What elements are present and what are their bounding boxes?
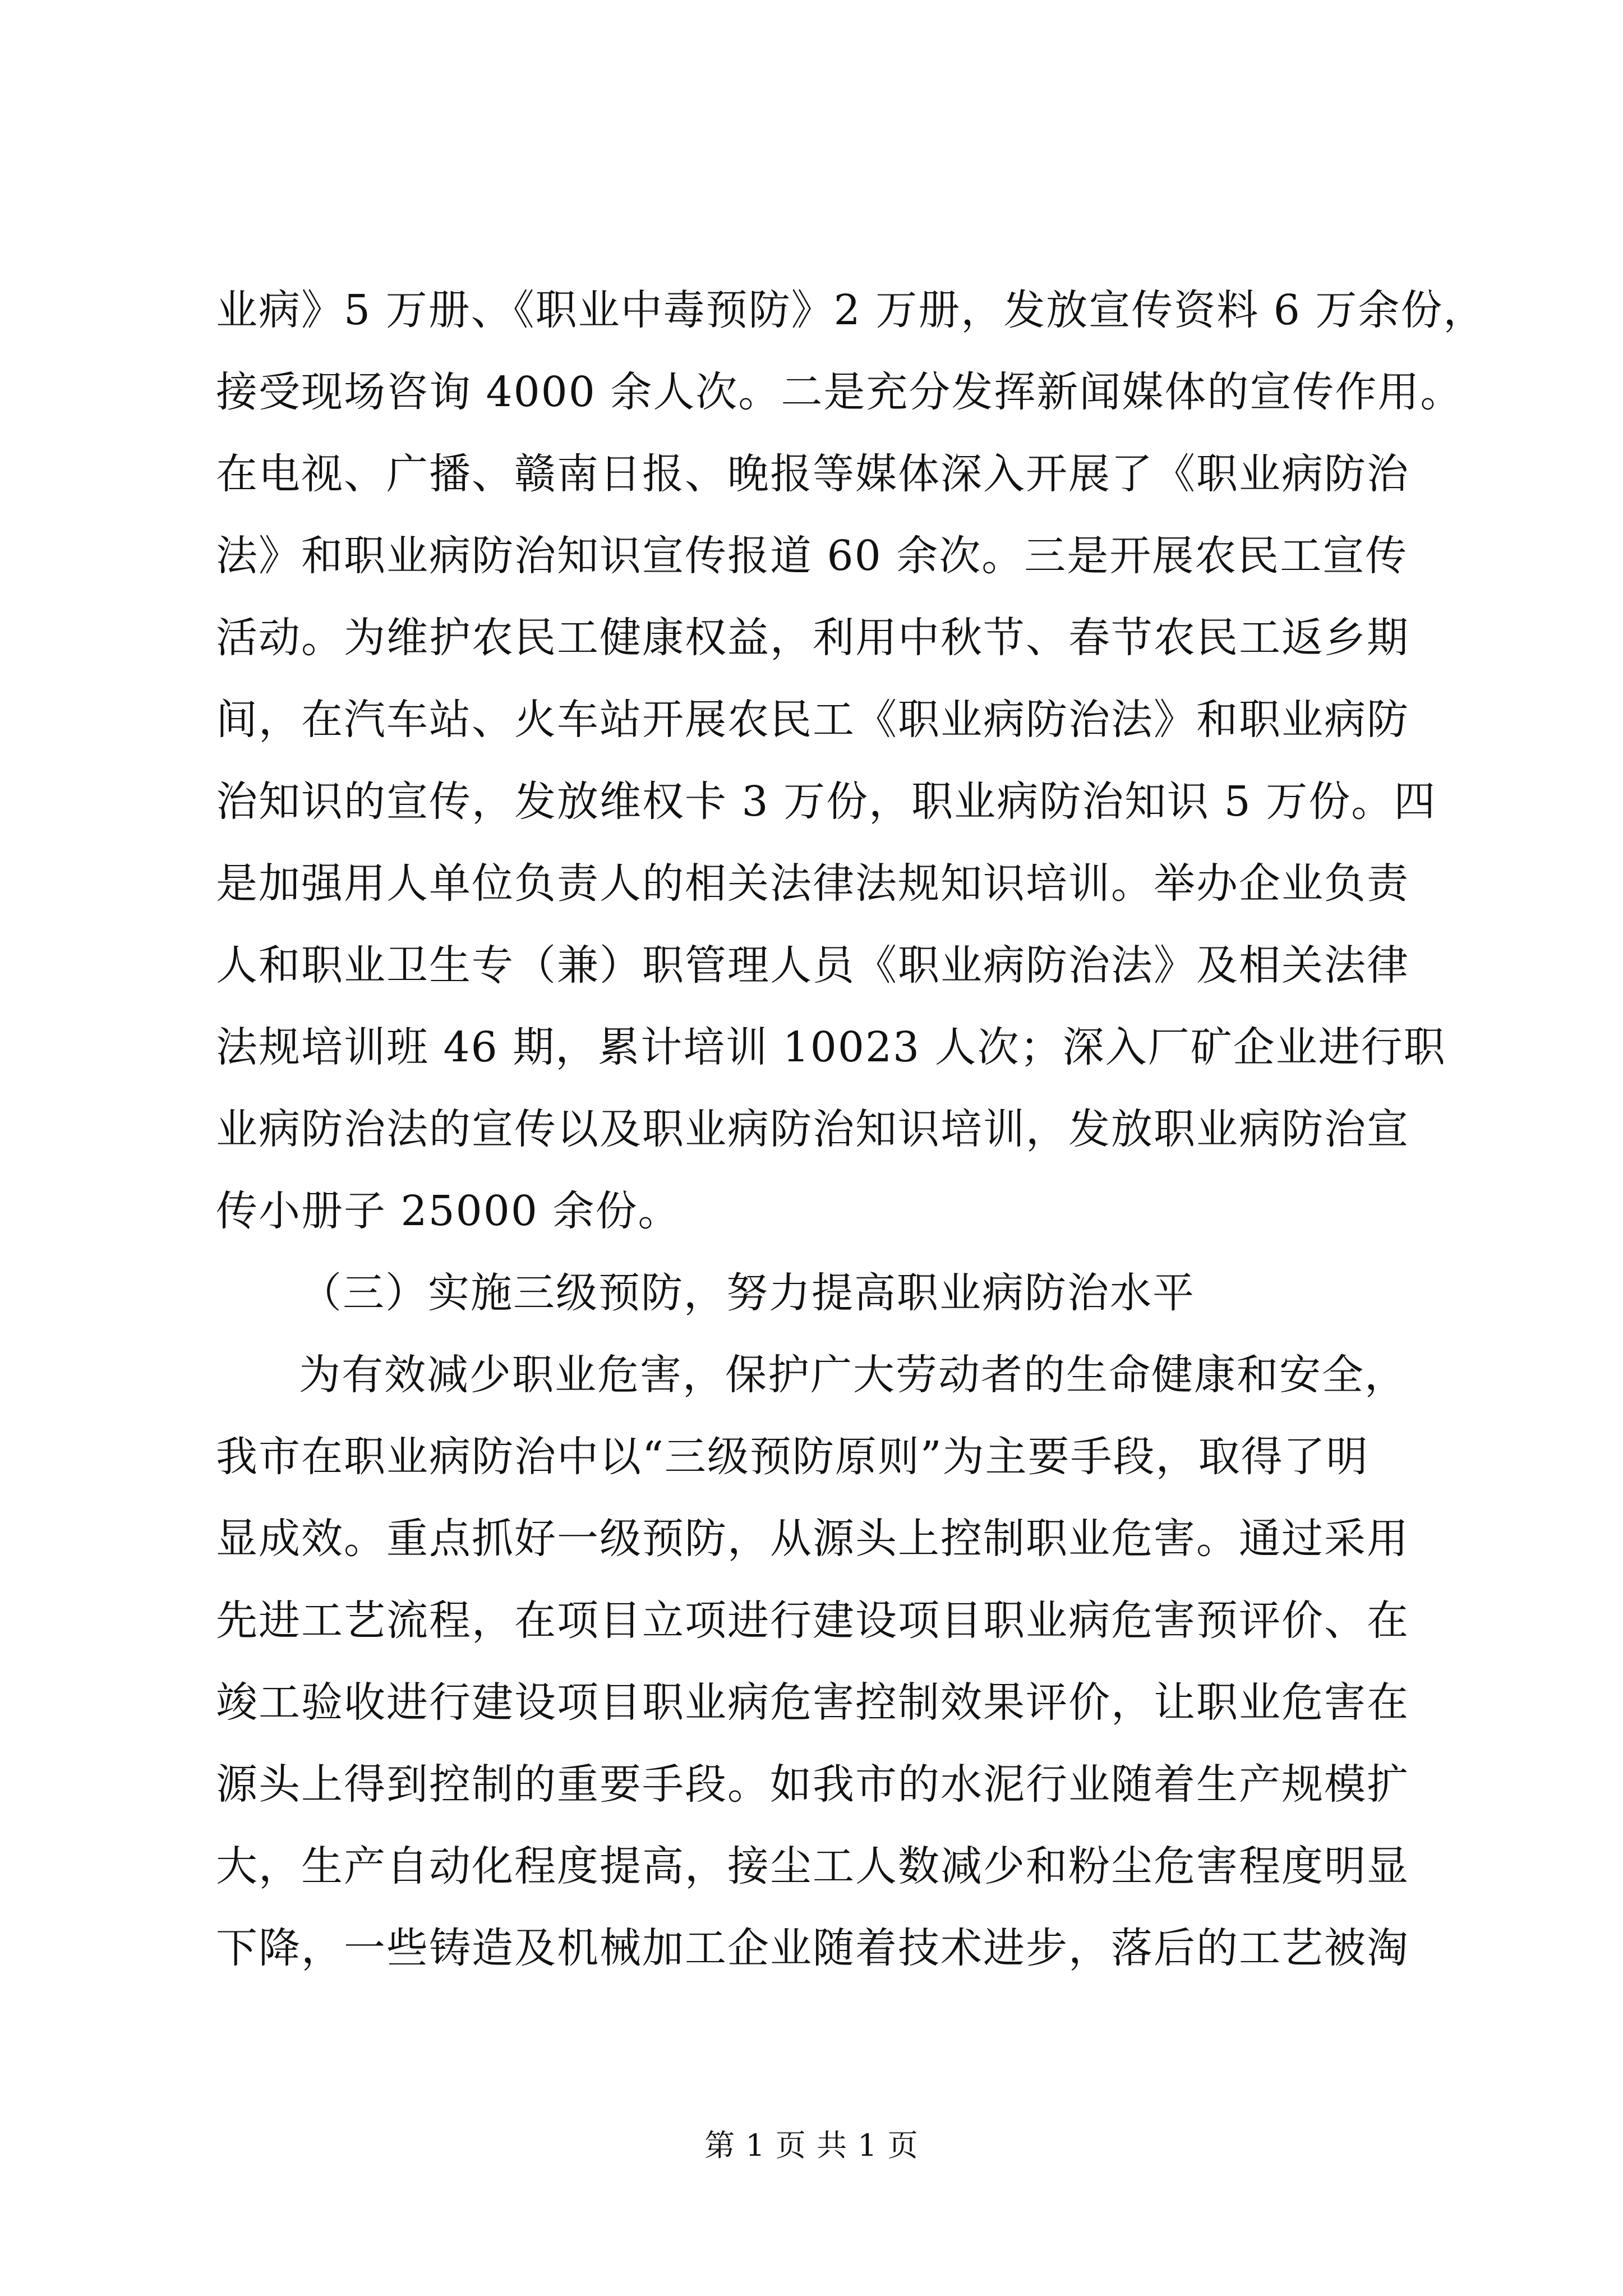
text-line: 活动。为维护农民工健康权益，利用中秋节、春节农民工返乡期: [216, 614, 1409, 662]
text-line: 下降，一些铸造及机械加工企业随着技术进步，落后的工艺被淘: [216, 1924, 1409, 1972]
text-line: 传小册子 25000 余份。: [216, 1187, 681, 1235]
text-line: 先进工艺流程，在项目立项进行建设项目职业病危害预评价、在: [216, 1596, 1409, 1645]
text-line: 业病》5 万册、《职业中毒预防》2 万册，发放宣传资料 6 万余份，: [216, 286, 1486, 334]
paragraph-first-line: 为有效减少职业危害，保护广大劳动者的生命健康和安全，: [299, 1351, 1407, 1399]
text-line: 法规培训班 46 期，累计培训 10023 人次；深入厂矿企业进行职: [216, 1023, 1446, 1071]
section-heading: （三）实施三级预防，努力提高职业病防治水平: [300, 1269, 1195, 1317]
text-line: 源头上得到控制的重要手段。如我市的水泥行业随着生产规模扩: [216, 1760, 1409, 1809]
page-footer: 第 1 页 共 1 页: [704, 2128, 919, 2163]
text-line: 治知识的宣传，发放维权卡 3 万份，职业病防治知识 5 万份。四: [216, 777, 1437, 826]
text-line: 接受现场咨询 4000 余人次。二是充分发挥新闻媒体的宣传作用。: [216, 368, 1463, 416]
text-line: 法》和职业病防治知识宣传报道 60 余次。三是开展农民工宣传: [216, 532, 1408, 580]
text-line: 在电视、广播、赣南日报、晚报等媒体深入开展了《职业病防治: [216, 450, 1409, 498]
text-line: 我市在职业病防治中以“三级预防原则”为主要手段，取得了明: [216, 1433, 1369, 1481]
text-line: 显成效。重点抓好一级预防，从源头上控制职业危害。通过采用: [216, 1515, 1409, 1563]
text-line: 竣工验收进行建设项目职业病危害控制效果评价，让职业危害在: [216, 1678, 1409, 1727]
text-line: 业病防治法的宣传以及职业病防治知识培训，发放职业病防治宣: [216, 1105, 1409, 1153]
text-line: 大，生产自动化程度提高，接尘工人数减少和粉尘危害程度明显: [216, 1842, 1409, 1890]
text-line: 人和职业卫生专（兼）职管理人员《职业病防治法》及相关法律: [216, 941, 1409, 990]
text-line: 是加强用人单位负责人的相关法律法规知识培训。举办企业负责: [216, 859, 1409, 908]
document-body: [216, 269, 1486, 1989]
text-line: 间，在汽车站、火车站开展农民工《职业病防治法》和职业病防: [216, 696, 1409, 744]
